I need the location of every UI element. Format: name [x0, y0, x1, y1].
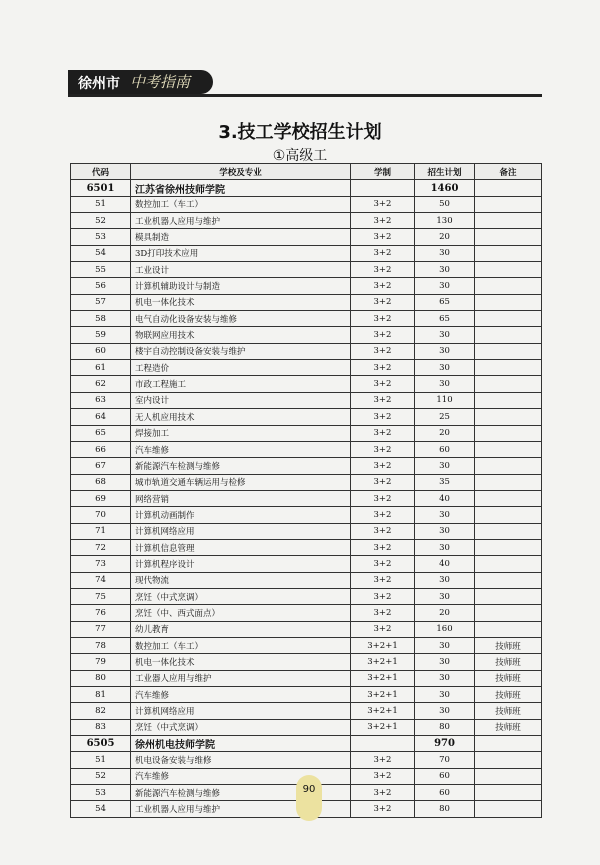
cell-code: 82 — [71, 703, 131, 719]
cell-sys: 3+2 — [351, 213, 415, 229]
column-header: 备注 — [475, 164, 542, 180]
cell-plan: 30 — [415, 670, 475, 686]
table-row — [71, 752, 542, 768]
cell-plan: 70 — [415, 752, 475, 768]
cell-note — [475, 523, 542, 539]
cell-sys: 3+2+1 — [351, 719, 415, 735]
cell-code: 69 — [71, 490, 131, 506]
cell-plan: 30 — [415, 360, 475, 376]
cell-plan: 30 — [415, 523, 475, 539]
cell-note — [475, 785, 542, 801]
cell-sys: 3+2 — [351, 425, 415, 441]
cell-sys: 3+2 — [351, 539, 415, 555]
table-row — [71, 621, 542, 637]
cell-sys: 3+2 — [351, 523, 415, 539]
header-script-logo: 中考指南 — [130, 73, 191, 91]
cell-note — [475, 294, 542, 310]
cell-sys: 3+2 — [351, 392, 415, 408]
cell-plan: 30 — [415, 376, 475, 392]
cell-name: 幼儿教育 — [131, 621, 351, 637]
cell-name: 烹饪（中式烹调） — [131, 588, 351, 604]
cell-sys — [351, 736, 415, 752]
cell-plan: 60 — [415, 768, 475, 784]
page-title: 3.技工学校招生计划 — [218, 122, 382, 143]
table-row — [71, 523, 542, 539]
cell-code: 56 — [71, 278, 131, 294]
cell-sys: 3+2 — [351, 490, 415, 506]
cell-code: 68 — [71, 474, 131, 490]
cell-plan: 50 — [415, 196, 475, 212]
cell-sys: 3+2 — [351, 458, 415, 474]
cell-sys: 3+2 — [351, 785, 415, 801]
table-row — [71, 719, 542, 735]
cell-note: 技师班 — [475, 670, 542, 686]
table-row — [71, 245, 542, 261]
cell-note: 技师班 — [475, 719, 542, 735]
cell-sys: 3+2 — [351, 752, 415, 768]
cell-sys: 3+2 — [351, 441, 415, 457]
cell-sys: 3+2 — [351, 474, 415, 490]
cell-code: 77 — [71, 621, 131, 637]
cell-code: 72 — [71, 539, 131, 555]
table-row — [71, 343, 542, 359]
cell-plan: 30 — [415, 245, 475, 261]
cell-code: 76 — [71, 605, 131, 621]
cell-sys: 3+2 — [351, 343, 415, 359]
table-row — [71, 654, 542, 670]
cell-name: 无人机应用技术 — [131, 409, 351, 425]
cell-code: 78 — [71, 637, 131, 653]
cell-plan: 30 — [415, 703, 475, 719]
cell-plan: 130 — [415, 213, 475, 229]
table-row — [71, 703, 542, 719]
cell-note — [475, 262, 542, 278]
cell-sys: 3+2 — [351, 262, 415, 278]
cell-plan: 40 — [415, 490, 475, 506]
cell-code: 52 — [71, 213, 131, 229]
cell-note — [475, 736, 542, 752]
cell-plan: 30 — [415, 588, 475, 604]
table-row — [71, 213, 542, 229]
cell-name: 工程造价 — [131, 360, 351, 376]
table-row — [71, 311, 542, 327]
cell-code: 51 — [71, 196, 131, 212]
table-row — [71, 294, 542, 310]
cell-name: 机电设备安装与维修 — [131, 752, 351, 768]
cell-name: 模具制造 — [131, 229, 351, 245]
cell-note — [475, 441, 542, 457]
cell-note — [475, 507, 542, 523]
cell-code: 60 — [71, 343, 131, 359]
cell-plan: 35 — [415, 474, 475, 490]
table-row — [71, 278, 542, 294]
cell-code: 6501 — [71, 180, 131, 196]
cell-note — [475, 229, 542, 245]
cell-note — [475, 474, 542, 490]
cell-plan: 20 — [415, 425, 475, 441]
cell-plan: 160 — [415, 621, 475, 637]
cell-name: 新能源汽车检测与维修 — [131, 458, 351, 474]
table-row — [71, 670, 542, 686]
cell-sys: 3+2 — [351, 768, 415, 784]
cell-code: 70 — [71, 507, 131, 523]
table-row — [71, 490, 542, 506]
cell-sys: 3+2 — [351, 801, 415, 817]
cell-code: 79 — [71, 654, 131, 670]
cell-sys: 3+2+1 — [351, 670, 415, 686]
cell-sys: 3+2 — [351, 294, 415, 310]
cell-code: 51 — [71, 752, 131, 768]
column-header: 学校及专业 — [131, 164, 351, 180]
cell-name: 计算机辅助设计与制造 — [131, 278, 351, 294]
table-row — [71, 376, 542, 392]
cell-sys: 3+2 — [351, 605, 415, 621]
cell-code: 52 — [71, 768, 131, 784]
cell-code: 54 — [71, 801, 131, 817]
cell-note — [475, 490, 542, 506]
cell-sys: 3+2 — [351, 311, 415, 327]
cell-plan: 65 — [415, 311, 475, 327]
cell-code: 83 — [71, 719, 131, 735]
cell-name: 烹饪（中式烹调） — [131, 719, 351, 735]
table-row — [71, 229, 542, 245]
cell-plan: 25 — [415, 409, 475, 425]
cell-sys: 3+2 — [351, 229, 415, 245]
cell-code: 63 — [71, 392, 131, 408]
cell-plan: 40 — [415, 556, 475, 572]
cell-code: 58 — [71, 311, 131, 327]
table-row — [71, 441, 542, 457]
cell-note — [475, 343, 542, 359]
cell-plan: 30 — [415, 687, 475, 703]
cell-note — [475, 278, 542, 294]
cell-name: 汽车维修 — [131, 441, 351, 457]
cell-name: 计算机信息管理 — [131, 539, 351, 555]
cell-plan: 110 — [415, 392, 475, 408]
cell-note — [475, 539, 542, 555]
header-city: 徐州市 — [78, 76, 120, 92]
cell-note — [475, 360, 542, 376]
cell-name: 3D打印技术应用 — [131, 245, 351, 261]
cell-plan: 30 — [415, 507, 475, 523]
cell-name: 工业设计 — [131, 262, 351, 278]
cell-note — [475, 245, 542, 261]
school-row — [71, 736, 542, 752]
column-header: 招生计划 — [415, 164, 475, 180]
cell-name: 机电一体化技术 — [131, 294, 351, 310]
cell-code: 65 — [71, 425, 131, 441]
cell-code: 61 — [71, 360, 131, 376]
cell-sys: 3+2 — [351, 376, 415, 392]
cell-note — [475, 180, 542, 196]
table-row — [71, 425, 542, 441]
cell-code: 62 — [71, 376, 131, 392]
cell-code: 67 — [71, 458, 131, 474]
cell-code: 66 — [71, 441, 131, 457]
header-rule — [68, 94, 542, 97]
cell-name: 计算机网络应用 — [131, 703, 351, 719]
cell-name: 计算机动画制作 — [131, 507, 351, 523]
cell-sys: 3+2 — [351, 360, 415, 376]
cell-name: 网络营销 — [131, 490, 351, 506]
cell-name: 焊接加工 — [131, 425, 351, 441]
cell-name: 电气自动化设备安装与维修 — [131, 311, 351, 327]
page-number: 90 — [296, 775, 322, 821]
cell-sys: 3+2 — [351, 196, 415, 212]
cell-sys: 3+2 — [351, 278, 415, 294]
cell-plan: 20 — [415, 229, 475, 245]
table-row — [71, 539, 542, 555]
table-body — [71, 180, 542, 817]
cell-note — [475, 409, 542, 425]
cell-sys: 3+2+1 — [351, 637, 415, 653]
cell-note — [475, 425, 542, 441]
cell-name: 室内设计 — [131, 392, 351, 408]
enrollment-table — [70, 163, 542, 818]
cell-note: 技师班 — [475, 687, 542, 703]
cell-note — [475, 621, 542, 637]
cell-plan: 30 — [415, 637, 475, 653]
cell-name: 物联网应用技术 — [131, 327, 351, 343]
cell-plan: 30 — [415, 572, 475, 588]
cell-sys: 3+2+1 — [351, 687, 415, 703]
cell-note: 技师班 — [475, 654, 542, 670]
cell-note: 技师班 — [475, 637, 542, 653]
cell-note — [475, 458, 542, 474]
header-banner — [68, 70, 213, 94]
cell-plan: 80 — [415, 801, 475, 817]
cell-name: 楼宇自动控制设备安装与维护 — [131, 343, 351, 359]
cell-name: 机电一体化技术 — [131, 654, 351, 670]
cell-name: 江苏省徐州技师学院 — [131, 180, 351, 196]
table-row — [71, 572, 542, 588]
table-row — [71, 392, 542, 408]
table-row — [71, 409, 542, 425]
table-row — [71, 327, 542, 343]
cell-code: 54 — [71, 245, 131, 261]
cell-name: 汽车维修 — [131, 768, 351, 784]
column-header: 代码 — [71, 164, 131, 180]
cell-note — [475, 588, 542, 604]
cell-note — [475, 768, 542, 784]
cell-sys: 3+2+1 — [351, 703, 415, 719]
cell-plan: 30 — [415, 327, 475, 343]
cell-name: 汽车维修 — [131, 687, 351, 703]
cell-code: 75 — [71, 588, 131, 604]
table-row — [71, 556, 542, 572]
cell-name: 工业机器人应用与维护 — [131, 801, 351, 817]
cell-code: 53 — [71, 229, 131, 245]
cell-name: 现代物流 — [131, 572, 351, 588]
column-header: 学制 — [351, 164, 415, 180]
cell-sys — [351, 180, 415, 196]
cell-sys: 3+2 — [351, 327, 415, 343]
cell-sys: 3+2+1 — [351, 654, 415, 670]
cell-code: 64 — [71, 409, 131, 425]
cell-name: 新能源汽车检测与维修 — [131, 785, 351, 801]
cell-code: 57 — [71, 294, 131, 310]
cell-plan: 30 — [415, 262, 475, 278]
cell-plan: 80 — [415, 719, 475, 735]
cell-note — [475, 392, 542, 408]
cell-name: 数控加工（车工） — [131, 637, 351, 653]
cell-code: 80 — [71, 670, 131, 686]
cell-code: 59 — [71, 327, 131, 343]
cell-plan: 20 — [415, 605, 475, 621]
table-row — [71, 507, 542, 523]
table-header-row — [71, 164, 542, 180]
cell-code: 81 — [71, 687, 131, 703]
cell-sys: 3+2 — [351, 245, 415, 261]
cell-note — [475, 311, 542, 327]
table-row — [71, 588, 542, 604]
table-row — [71, 474, 542, 490]
cell-sys: 3+2 — [351, 588, 415, 604]
cell-plan: 30 — [415, 539, 475, 555]
cell-code: 73 — [71, 556, 131, 572]
cell-note — [475, 376, 542, 392]
cell-code: 71 — [71, 523, 131, 539]
cell-note — [475, 605, 542, 621]
cell-plan: 970 — [415, 736, 475, 752]
table-row — [71, 360, 542, 376]
cell-sys: 3+2 — [351, 572, 415, 588]
table-row — [71, 687, 542, 703]
cell-name: 计算机网络应用 — [131, 523, 351, 539]
cell-plan: 30 — [415, 458, 475, 474]
cell-plan: 1460 — [415, 180, 475, 196]
cell-code: 6505 — [71, 736, 131, 752]
table-row — [71, 196, 542, 212]
cell-name: 工业机器人应用与维护 — [131, 213, 351, 229]
cell-name: 徐州机电技师学院 — [131, 736, 351, 752]
cell-plan: 65 — [415, 294, 475, 310]
cell-name: 城市轨道交通车辆运用与检修 — [131, 474, 351, 490]
cell-note — [475, 752, 542, 768]
cell-name: 烹饪（中、西式面点） — [131, 605, 351, 621]
table-row — [71, 458, 542, 474]
cell-note — [475, 327, 542, 343]
cell-sys: 3+2 — [351, 621, 415, 637]
cell-plan: 60 — [415, 785, 475, 801]
cell-note — [475, 196, 542, 212]
cell-name: 工业器人应用与维护 — [131, 670, 351, 686]
cell-code: 74 — [71, 572, 131, 588]
table-row — [71, 605, 542, 621]
table-row — [71, 262, 542, 278]
cell-sys: 3+2 — [351, 556, 415, 572]
cell-plan: 30 — [415, 654, 475, 670]
cell-code: 53 — [71, 785, 131, 801]
cell-note — [475, 556, 542, 572]
cell-name: 市政工程施工 — [131, 376, 351, 392]
school-row — [71, 180, 542, 196]
cell-note — [475, 801, 542, 817]
cell-sys: 3+2 — [351, 409, 415, 425]
cell-name: 数控加工（车工） — [131, 196, 351, 212]
cell-plan: 60 — [415, 441, 475, 457]
cell-plan: 30 — [415, 343, 475, 359]
cell-code: 55 — [71, 262, 131, 278]
page-subtitle: ①高级工 — [272, 148, 328, 164]
table-row — [71, 637, 542, 653]
cell-plan: 30 — [415, 278, 475, 294]
cell-note — [475, 572, 542, 588]
cell-note: 技师班 — [475, 703, 542, 719]
cell-note — [475, 213, 542, 229]
cell-name: 计算机程序设计 — [131, 556, 351, 572]
cell-sys: 3+2 — [351, 507, 415, 523]
